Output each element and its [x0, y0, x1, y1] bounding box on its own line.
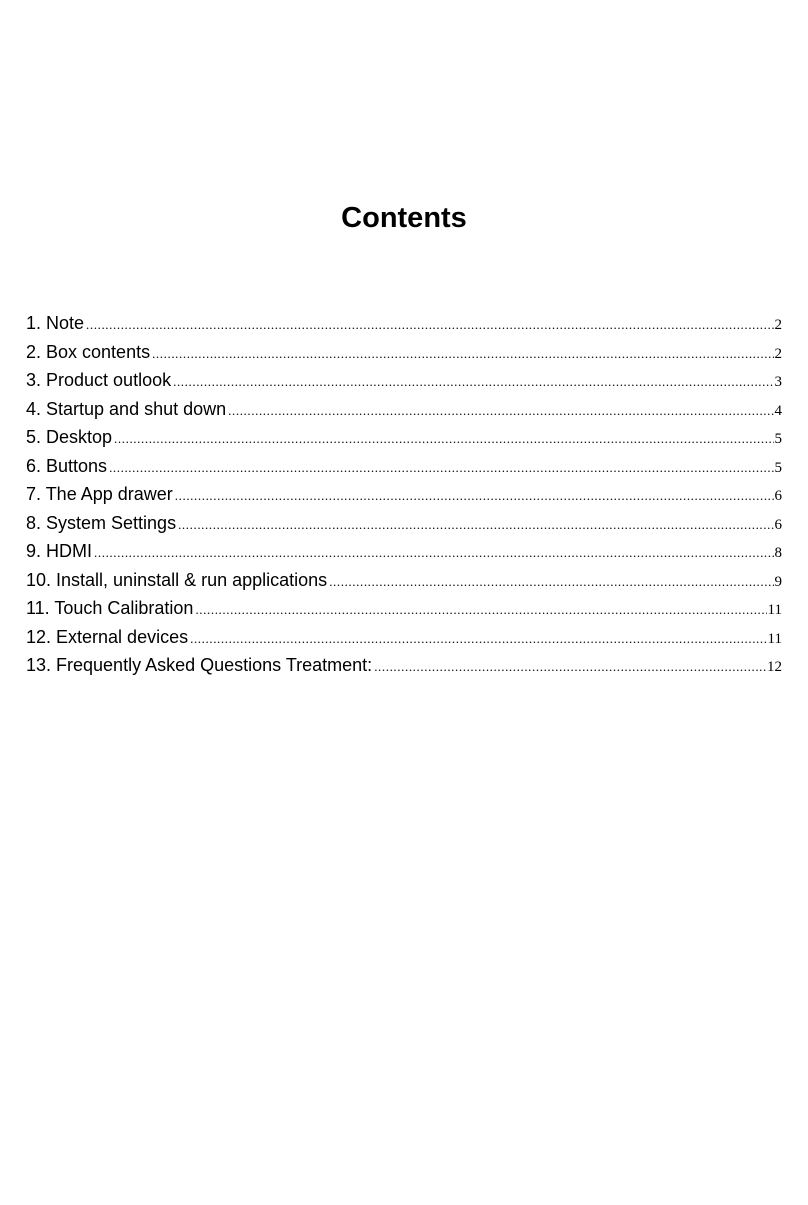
toc-entry[interactable] — [26, 452, 782, 481]
toc-dot-leader — [173, 368, 773, 397]
toc-dot-leader — [190, 625, 766, 654]
toc-dot-leader — [329, 568, 773, 597]
toc-entry-label[interactable]: 3. Product outlook — [26, 370, 172, 390]
toc-page-number: 2 — [774, 345, 782, 362]
toc-entry-label[interactable]: 2. Box contents — [26, 341, 151, 362]
toc-dot-leader — [228, 397, 773, 426]
toc-entry[interactable] — [26, 594, 782, 623]
toc-entry[interactable] — [26, 623, 782, 652]
toc-dot-leader — [94, 539, 773, 568]
toc-page-number: 11 — [767, 602, 782, 618]
toc-dot-leader — [152, 340, 773, 369]
toc-entry-label[interactable]: 6. Buttons — [26, 455, 108, 476]
toc-entry[interactable] — [26, 366, 782, 395]
toc-entry[interactable] — [26, 566, 782, 595]
toc-entry-label[interactable]: 11. Touch Calibration — [26, 598, 194, 618]
toc-entry-label[interactable]: 13. Frequently Asked Questions Treatment: — [26, 655, 373, 675]
toc-entry[interactable] — [26, 395, 782, 424]
toc-page-number: 3 — [774, 374, 782, 390]
toc-entry[interactable] — [26, 338, 782, 367]
toc-entry-label[interactable]: 5. Desktop — [26, 427, 113, 447]
toc-dot-leader — [195, 596, 766, 625]
toc-page-number: 9 — [774, 573, 782, 590]
toc-page-number: 8 — [774, 545, 782, 561]
table-of-contents — [26, 309, 782, 680]
page-title: Contents — [341, 202, 467, 234]
toc-entry[interactable] — [26, 651, 782, 680]
toc-page-number: 11 — [767, 630, 782, 647]
toc-page-number: 5 — [774, 431, 782, 447]
toc-dot-leader — [109, 454, 773, 483]
toc-dot-leader — [86, 311, 773, 340]
toc-page-number: 5 — [774, 459, 782, 476]
toc-entry-label[interactable]: 4. Startup and shut down — [26, 398, 227, 419]
toc-entry-label[interactable]: 9. HDMI — [26, 541, 93, 561]
toc-entry-label[interactable]: 12. External devices — [26, 626, 189, 647]
toc-page-number: 2 — [774, 317, 782, 333]
toc-page-number: 4 — [774, 402, 782, 419]
toc-page-number: 6 — [774, 516, 782, 533]
toc-dot-leader — [114, 425, 773, 454]
toc-entry-label[interactable]: 1. Note — [26, 313, 85, 333]
toc-entry-label[interactable]: 10. Install, uninstall & run applications — [26, 569, 328, 590]
toc-entry[interactable] — [26, 509, 782, 538]
toc-dot-leader — [374, 653, 766, 682]
toc-entry[interactable] — [26, 423, 782, 452]
toc-dot-leader — [178, 511, 773, 540]
toc-dot-leader — [175, 482, 774, 511]
toc-entry-label[interactable]: 8. System Settings — [26, 512, 177, 533]
toc-entry[interactable] — [26, 537, 782, 566]
toc-page-number: 12 — [767, 659, 782, 675]
toc-entry-label[interactable]: 7. The App drawer — [26, 484, 173, 504]
toc-page-number: 6 — [774, 488, 782, 504]
toc-entry[interactable] — [26, 480, 782, 509]
toc-entry[interactable] — [26, 309, 782, 338]
